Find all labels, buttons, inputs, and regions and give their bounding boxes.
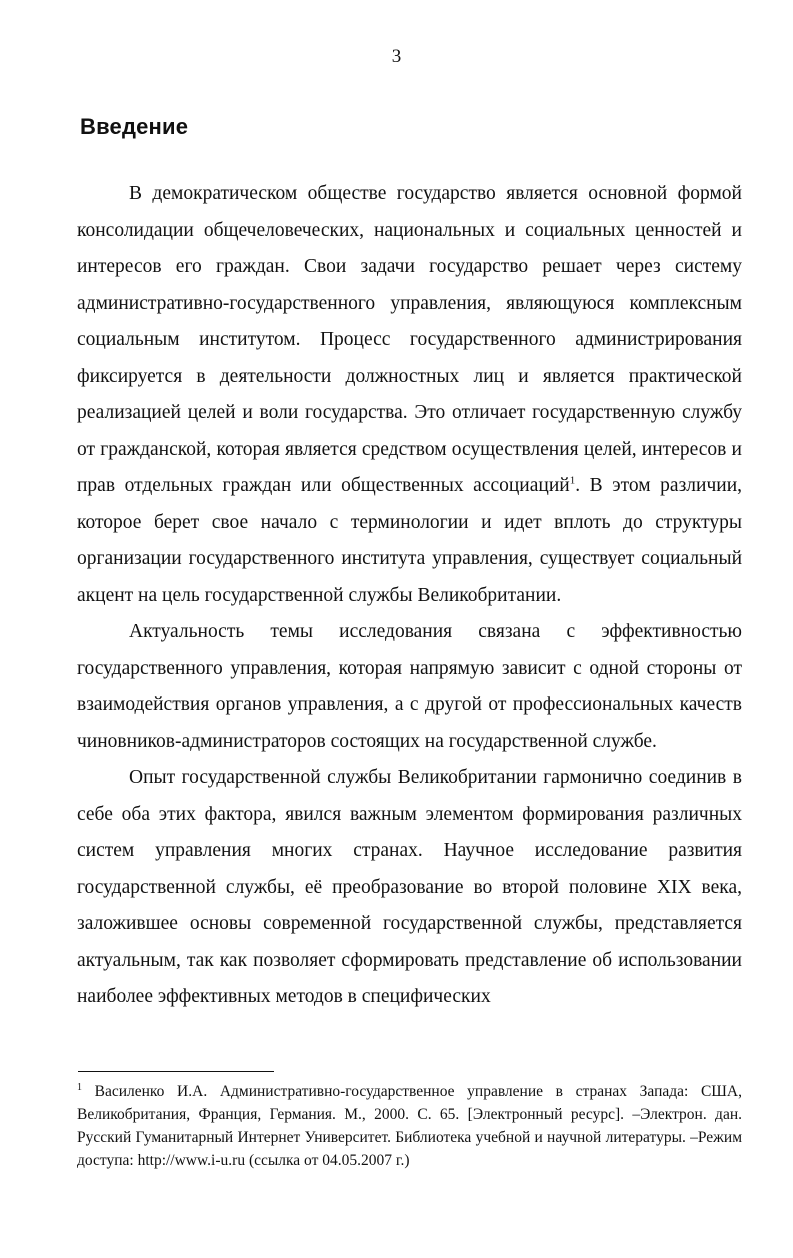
paragraph-intro — [77, 176, 742, 614]
page-number: 3 — [391, 46, 402, 67]
section-heading: Введение — [80, 114, 189, 139]
paragraph-intro-text-continued: . В этом различии, которое берет свое начало с терминологии и идет вплоть до структуры организации государственного института управления, существует социальный акцент на цель государственной службы Великобритании. — [77, 475, 742, 606]
footnote-text: Василенко И.А. Административно-государственное управление в странах Запада: США, Великобритания, Франция, Германия. М., 2000. С. 65. [Электронный ресурс]. –Электрон. дан. Русский Гуманитарный Интернет Университет. Библиотека учебной и научной литературы. –Режим доступа: http://www.i-u.ru (ссылка от 04.05.2007 г.) — [77, 1083, 742, 1169]
footnote-marker: 1 — [77, 1081, 82, 1093]
footnote-divider — [78, 1071, 274, 1072]
footnote-reference[interactable]: 1 — [569, 474, 576, 487]
paragraph-intro-text: В демократическом обществе государство является основной формой консолидации общечеловеческих, национальных и социальных ценностей и интересов его граждан. Свои задачи государство решает через систему административно-государственного управления, являющуюся комплексным социальным институтом. Процесс государственного администрирования фиксируется в деятельности должностных лиц и является практической реализацией целей и воли государства. Это отличает государственную службу от гражданской, которая является средством осуществления целей, интересов и прав отдельных граждан или общественных ассоциаций — [77, 183, 742, 496]
body-text — [77, 176, 742, 1016]
paragraph-experience: Опыт государственной службы Великобритании гармонично соединив в себе оба этих фактора, явился важным элементом формирования различных систем управления многих странах. Научное исследование развития государственной службы, её преобразование во второй половине XIX века, заложившее основы современной государственной службы, представляется актуальным, так как позволяет сформировать представление об использовании наиболее эффективных методов в специфических — [77, 767, 742, 1007]
paragraph-relevance: Актуальность темы исследования связана с эффективностью государственного управления, которая напрямую зависит с одной стороны от взаимодействия органов управления, а с другой от профессиональных качеств чиновников-администраторов состоящих на государственной службе. — [77, 621, 742, 752]
footnote — [77, 1080, 742, 1172]
